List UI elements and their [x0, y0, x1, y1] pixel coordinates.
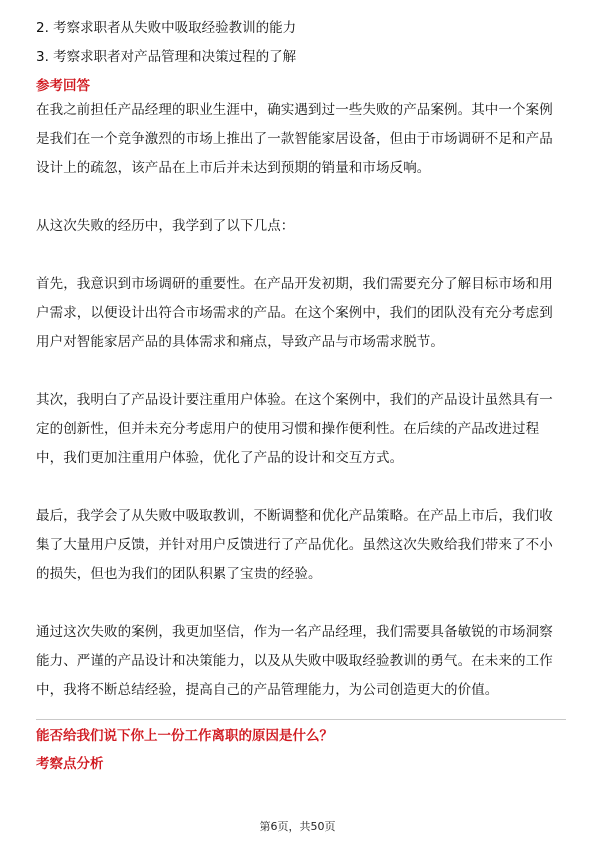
- page-footer: 第6页，共50页: [259, 820, 336, 833]
- answer-heading: 参考回答: [36, 78, 90, 94]
- document-page: [36, 18, 566, 774]
- answer-paragraph: 通过这次失败的案例，我更加坚信，作为一名产品经理，我们需要具备敏锐的市场洞察能力、严谨的产品设计和决策能力，以及从失败中吸取经验教训的勇气。在未来的工作中，我将不断总结经验，提高自己的产品管理能力，为公司创造更大的价值。: [36, 624, 553, 698]
- section-divider: [36, 719, 566, 720]
- answer-paragraph: 从这次失败的经历中，我学到了以下几点：: [36, 218, 295, 234]
- list-item: 2. 考察求职者从失败中吸取经验教训的能力: [36, 20, 297, 36]
- answer-paragraph: 最后，我学会了从失败中吸取教训，不断调整和优化产品策略。在产品上市后，我们收集了大量用户反馈，并针对用户反馈进行了产品优化。虽然这次失败给我们带来了不小的损失，但也为我们的团队积累了宝贵的经验。: [36, 508, 553, 582]
- answer-paragraph: 首先，我意识到市场调研的重要性。在产品开发初期，我们需要充分了解目标市场和用户需求，以便设计出符合市场需求的产品。在这个案例中，我们的团队没有充分考虑到用户对智能家居产品的具体需求和痛点，导致产品与市场需求脱节。: [36, 276, 553, 350]
- list-item: 3. 考察求职者对产品管理和决策过程的了解: [36, 49, 297, 65]
- analysis-heading: 考察点分析: [36, 756, 104, 772]
- answer-paragraph: 在我之前担任产品经理的职业生涯中，确实遇到过一些失败的产品案例。其中一个案例是我们在一个竞争激烈的市场上推出了一款智能家居设备，但由于市场调研不足和产品设计上的疏忽，该产品在上市后并未达到预期的销量和市场反响。: [36, 102, 553, 176]
- question-heading: 能否给我们说下你上一份工作离职的原因是什么？: [36, 728, 333, 744]
- answer-paragraph: 其次，我明白了产品设计要注重用户体验。在这个案例中，我们的产品设计虽然具有一定的创新性，但并未充分考虑用户的使用习惯和操作便利性。在后续的产品改进过程中，我们更加注重用户体验，优化了产品的设计和交互方式。: [36, 392, 553, 466]
